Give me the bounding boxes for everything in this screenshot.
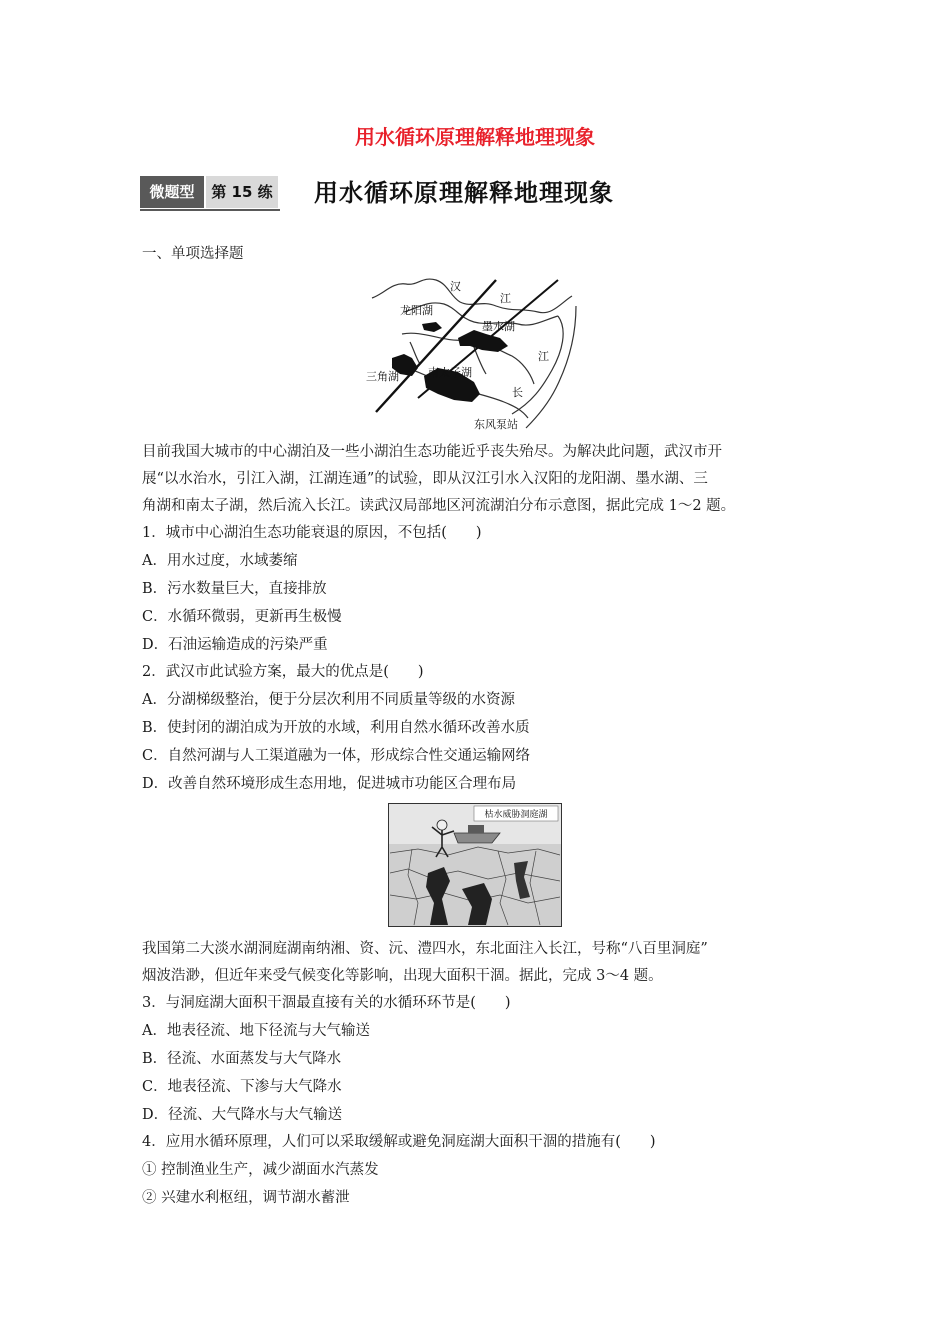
exercise-title: 用水循环原理解释地理现象 <box>314 179 614 207</box>
map-label-moshui-lake: 墨水湖 <box>482 320 515 333</box>
question-1-option-a: A．用水过度，水域萎缩 <box>142 553 298 569</box>
passage1-line1: 目前我国大城市的中心湖泊及一些小湖泊生态功能近乎丧失殆尽。为解决此问题，武汉市开 <box>142 444 722 460</box>
header-underline <box>140 209 280 211</box>
section-heading: 一、单项选择题 <box>142 246 244 262</box>
map-label-han: 汉 <box>450 280 461 293</box>
question-3-option-c: C．地表径流、下渗与大气降水 <box>142 1079 342 1095</box>
passage2-line1: 我国第二大淡水湖洞庭湖南纳湘、资、沅、澧四水，东北面注入长江，号称“八百里洞庭” <box>142 941 708 957</box>
cartoon-caption: 枯水威胁洞庭湖 <box>484 810 548 820</box>
question-1-option-b: B．污水数量巨大，直接排放 <box>142 581 327 597</box>
question-2-option-d: D．改善自然环境形成生态用地，促进城市功能区合理布局 <box>142 776 517 792</box>
passage1-line2: 展“以水治水，引江入湖，江湖连通”的试验，即从汉江引水入汉阳的龙阳湖、墨水湖、三 <box>142 471 708 487</box>
map-label-jiang-1: 江 <box>500 292 511 305</box>
question-4-option-2: ② 兴建水利枢纽，调节湖水蓄泄 <box>142 1190 350 1206</box>
question-3-option-d: D．径流、大气降水与大气输送 <box>142 1107 343 1123</box>
map-label-jiang-2: 江 <box>538 350 549 363</box>
dongting-drought-cartoon <box>388 803 562 927</box>
exercise-number-badge: 第 15 练 <box>206 176 278 208</box>
map-label-sanjiao-lake: 三角湖 <box>366 370 399 383</box>
question-2-option-b: B．使封闭的湖泊成为开放的水域，利用自然水循环改善水质 <box>142 720 530 736</box>
question-3-option-b: B．径流、水面蒸发与大气降水 <box>142 1051 342 1067</box>
map-label-dongfeng-pump-station: 东风泵站 <box>474 418 518 431</box>
map-label-nantaizi-lake: 南太子湖 <box>428 366 472 379</box>
passage1-line3: 角湖和南太子湖，然后流入长江。读武汉局部地区河流湖泊分布示意图，据此完成 1～2 题。 <box>142 498 736 514</box>
question-1-option-d: D．石油运输造成的污染严重 <box>142 637 328 653</box>
question-2-option-c: C．自然河湖与人工渠道融为一体，形成综合性交通运输网络 <box>142 748 531 764</box>
question-4-stem: 4．应用水循环原理，人们可以采取缓解或避免洞庭湖大面积干涸的措施有( ) <box>142 1134 656 1150</box>
question-2-stem: 2．武汉市此试验方案，最大的优点是( ) <box>142 664 424 680</box>
passage2-line2: 烟波浩渺，但近年来受气候变化等影响，出现大面积干涸。据此，完成 3～4 题。 <box>142 968 663 984</box>
question-type-badge: 微题型 <box>140 176 204 208</box>
question-3-stem: 3．与洞庭湖大面积干涸最直接有关的水循环环节是( ) <box>142 995 511 1011</box>
question-1-stem: 1．城市中心湖泊生态功能衰退的原因，不包括( ) <box>142 525 482 541</box>
question-4-option-1: ① 控制渔业生产，减少湖面水汽蒸发 <box>142 1162 379 1178</box>
exercise-header <box>140 176 280 210</box>
map-label-longyang-lake: 龙阳湖 <box>400 304 433 317</box>
question-1-option-c: C．水循环微弱，更新再生极慢 <box>142 609 342 625</box>
question-2-option-a: A．分湖梯级整治，便于分层次利用不同质量等级的水资源 <box>142 692 515 708</box>
wuhan-lakes-map <box>362 272 578 432</box>
question-3-option-a: A．地表径流、地下径流与大气输送 <box>142 1023 370 1039</box>
map-label-chang: 长 <box>512 386 523 399</box>
document-title-red: 用水循环原理解释地理现象 <box>355 125 595 149</box>
